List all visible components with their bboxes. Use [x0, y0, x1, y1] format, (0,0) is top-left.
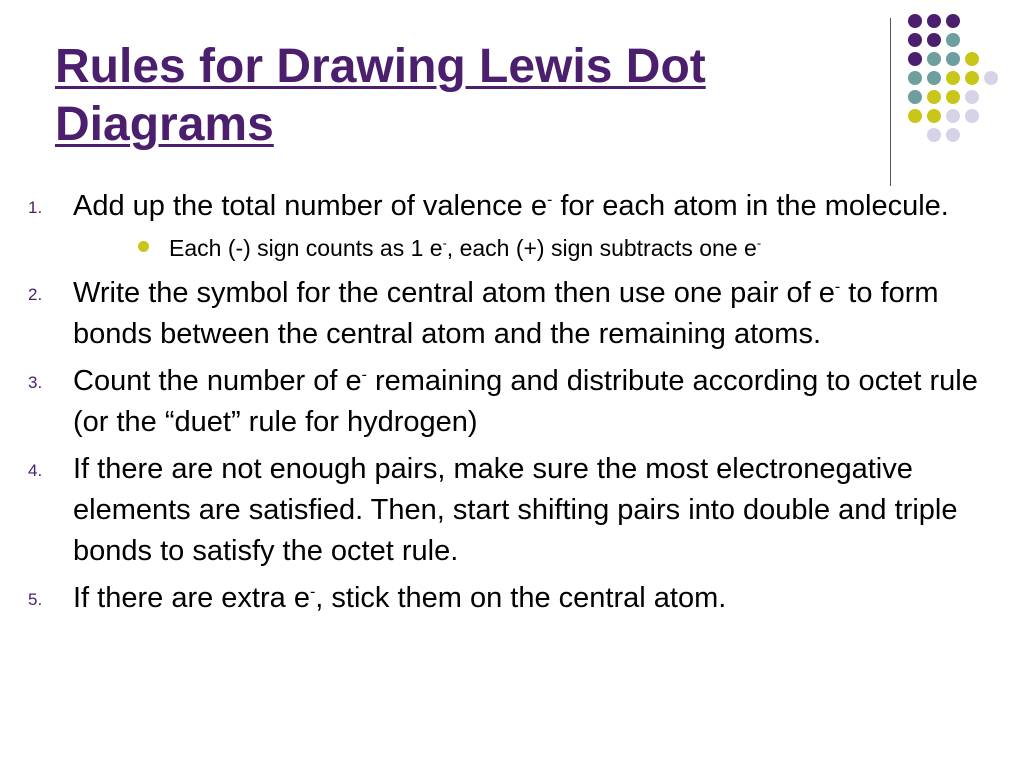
decorative-dot: [927, 33, 941, 47]
bullet-icon: [138, 241, 149, 252]
decorative-dot-grid: [908, 14, 1008, 166]
decorative-dot: [965, 52, 979, 66]
decorative-dot: [946, 14, 960, 28]
sub-item-text: Each (-) sign counts as 1 e-, each (+) sign subtracts one e-: [169, 235, 762, 261]
decorative-dot: [908, 14, 922, 28]
rule-item-2: [28, 273, 1003, 355]
slide-title: Rules for Drawing Lewis Dot Diagrams: [55, 40, 706, 151]
rule-sub-item: [169, 233, 1003, 263]
rule-text: If there are not enough pairs, make sure the most electronegative elements are satisfied. Then, start shifting pairs into double and triple bonds to satisfy the octet rule.: [73, 453, 958, 567]
title-divider: [890, 18, 891, 186]
decorative-dot: [965, 109, 979, 123]
decorative-dot: [927, 71, 941, 85]
decorative-dot: [908, 52, 922, 66]
decorative-dot: [946, 71, 960, 85]
rule-number: 2.: [28, 285, 43, 304]
decorative-dot: [927, 128, 941, 142]
decorative-dot: [927, 52, 941, 66]
decorative-dot: [946, 128, 960, 142]
rule-item-1: [28, 186, 1003, 227]
rule-number: 4.: [28, 461, 43, 480]
rule-item-5: [28, 578, 1003, 619]
decorative-dot: [965, 71, 979, 85]
rules-list: [28, 186, 1003, 625]
rule-number: 3.: [28, 373, 43, 392]
decorative-dot: [965, 90, 979, 104]
rule-text: If there are extra e-, stick them on the central atom.: [73, 582, 727, 614]
rule-text: Add up the total number of valence e- for each atom in the molecule.: [73, 190, 949, 222]
rule-text: Write the symbol for the central atom then use one pair of e- to form bonds between the central atom and the remaining atoms.: [73, 277, 939, 350]
decorative-dot: [908, 109, 922, 123]
decorative-dot: [946, 52, 960, 66]
decorative-dot: [946, 109, 960, 123]
decorative-dot: [927, 14, 941, 28]
rule-item-4: [28, 449, 1003, 572]
rule-item-3: [28, 361, 1003, 443]
decorative-dot: [908, 90, 922, 104]
decorative-dot: [946, 90, 960, 104]
rule-text: Count the number of e- remaining and distribute according to octet rule (or the “duet” rule for hydrogen): [73, 365, 978, 438]
decorative-dot: [946, 33, 960, 47]
rule-number: 5.: [28, 590, 43, 609]
decorative-dot: [927, 109, 941, 123]
decorative-dot: [927, 90, 941, 104]
decorative-dot: [984, 71, 998, 85]
rule-number: 1.: [28, 198, 43, 217]
decorative-dot: [908, 33, 922, 47]
decorative-dot: [908, 71, 922, 85]
